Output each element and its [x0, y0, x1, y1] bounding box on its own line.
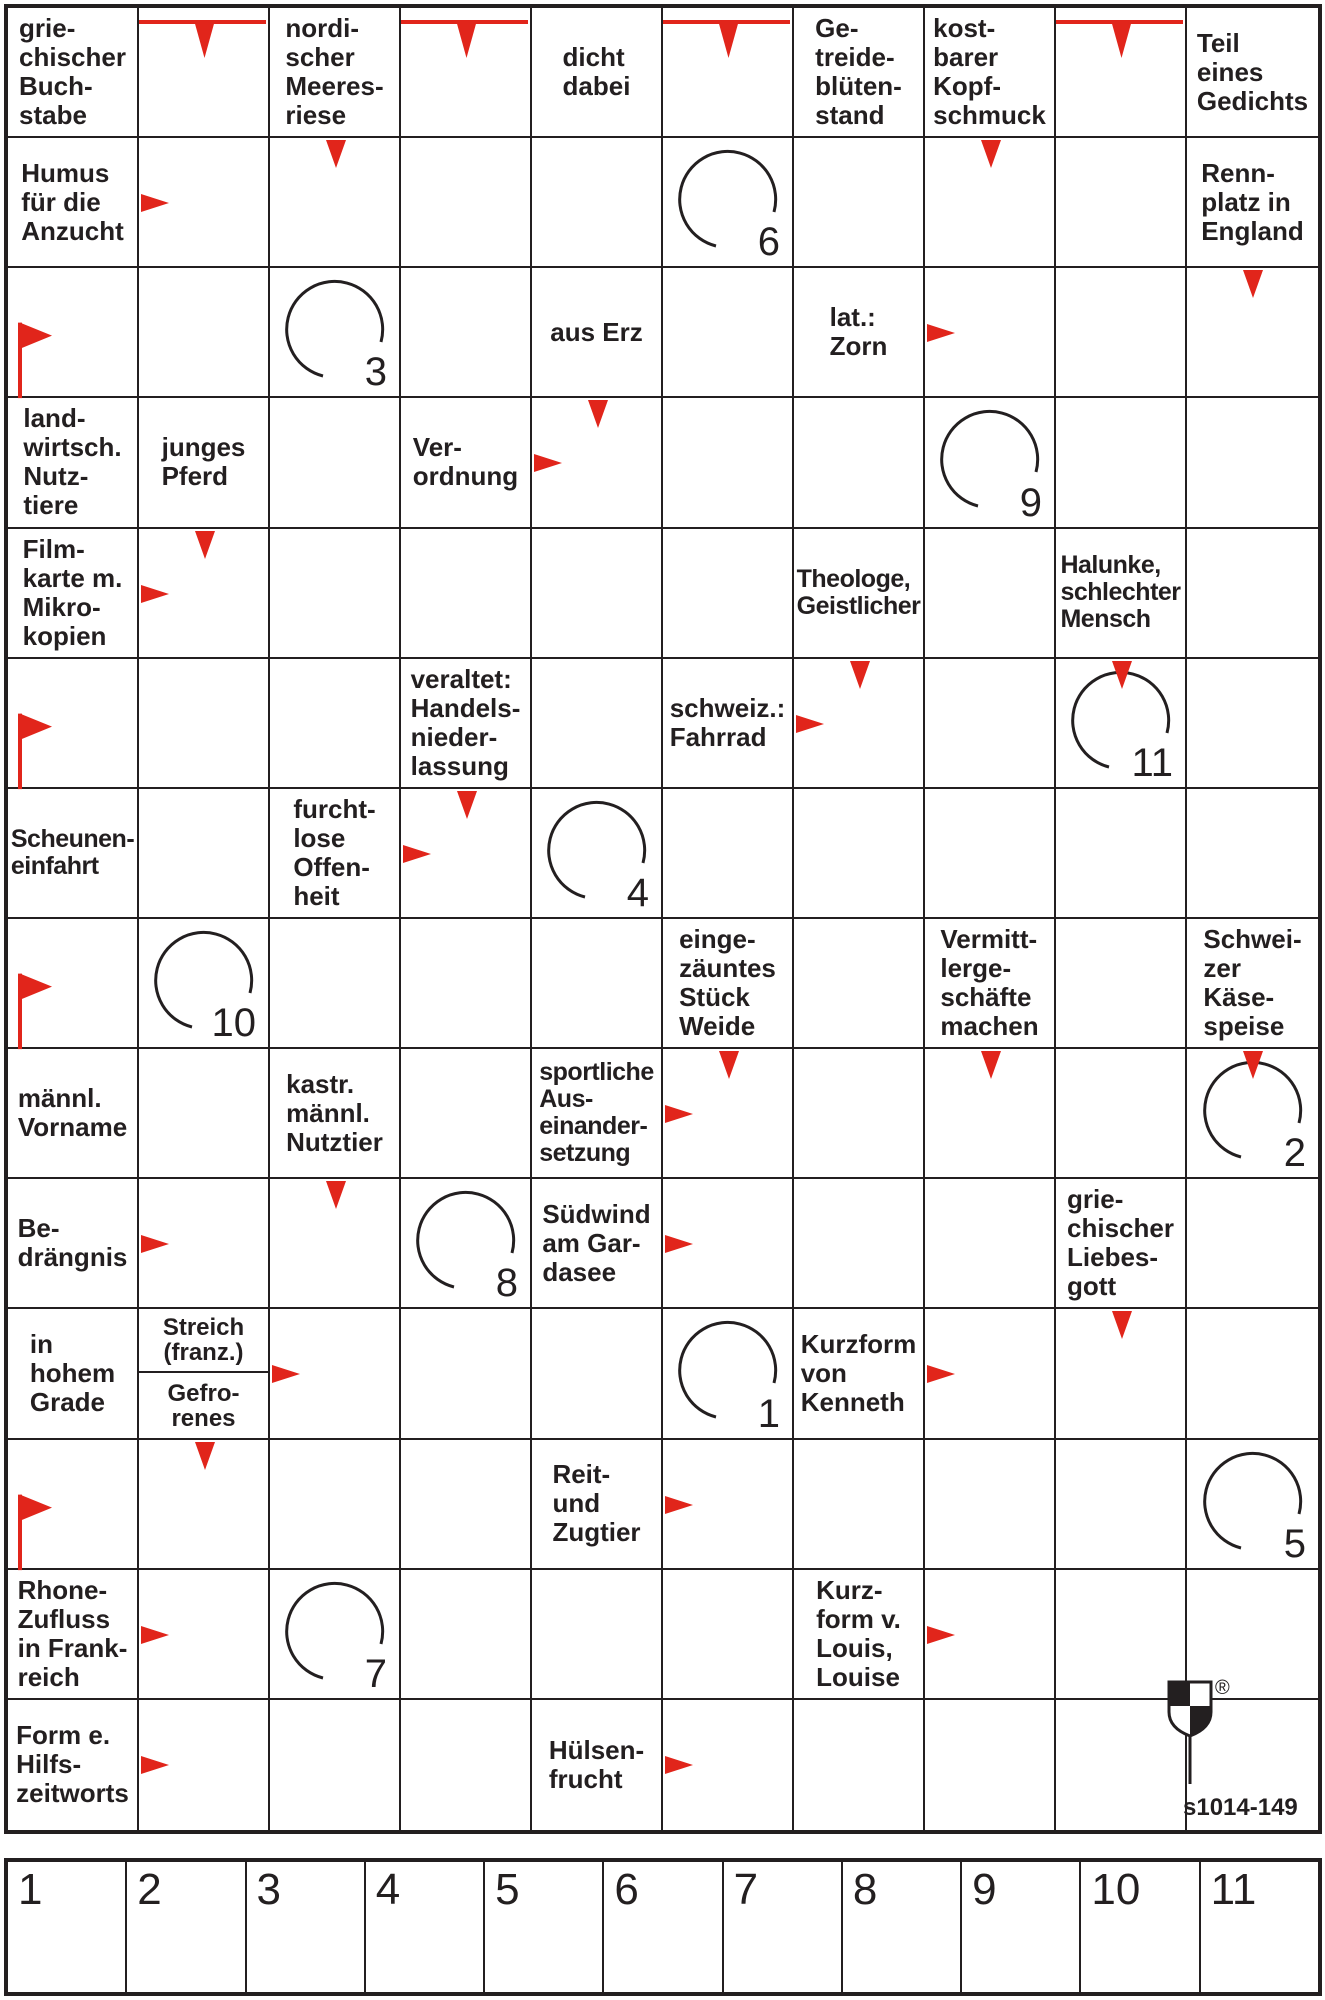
grid-cell[interactable]	[532, 1309, 663, 1439]
arrow-right-icon	[663, 1494, 695, 1516]
grid-cell[interactable]	[1056, 268, 1187, 398]
grid-cell[interactable]	[794, 398, 925, 528]
grid-cell[interactable]	[794, 1440, 925, 1570]
clue-text: Humus für die Anzucht	[21, 157, 124, 246]
clue-text: junges Pferd	[161, 432, 246, 492]
clue-text: Form e. Hilfs- zeitworts	[16, 1720, 129, 1809]
crossword-grid	[4, 4, 1322, 1834]
grid-cell[interactable]	[663, 1179, 794, 1309]
grid-cell[interactable]	[794, 919, 925, 1049]
solution-letter-cell[interactable]	[1187, 1049, 1318, 1179]
solution-letter-cell[interactable]	[270, 1570, 401, 1700]
grid-cell[interactable]	[270, 1179, 401, 1309]
clue-cell	[1056, 1179, 1187, 1309]
solution-letter-cell[interactable]	[270, 268, 401, 398]
clue-cell	[270, 1049, 401, 1179]
clue-cell	[532, 1179, 663, 1309]
clue-text: veraltet: Handels- nieder- lassung	[410, 663, 521, 781]
grid-cell[interactable]	[8, 1440, 139, 1570]
solution-row	[4, 1858, 1322, 1996]
solution-letter-cell[interactable]	[663, 138, 794, 268]
clue-cell	[925, 919, 1056, 1049]
clue-text: Ver- ordnung	[412, 432, 519, 492]
grid-cell[interactable]	[1187, 268, 1318, 398]
solution-cell[interactable]	[843, 1862, 962, 1992]
solution-cell-number: 1	[18, 1865, 43, 1914]
clue-cell	[8, 138, 139, 268]
clue-cell	[925, 8, 1056, 138]
clue-text: Hülsen- frucht	[548, 1734, 645, 1794]
solution-cell[interactable]	[8, 1862, 127, 1992]
arrow-down-icon	[717, 1049, 741, 1081]
arrow-right-icon	[925, 322, 957, 344]
grid-cell[interactable]	[794, 659, 925, 789]
grid-cell[interactable]	[1187, 659, 1318, 789]
solution-index-number: 2	[1283, 1131, 1306, 1176]
clue-cell	[8, 1700, 139, 1830]
grid-cell[interactable]	[925, 1440, 1056, 1570]
solution-index-number: 6	[757, 220, 780, 265]
grid-cell[interactable]	[532, 138, 663, 268]
grid-cell[interactable]	[139, 1700, 270, 1830]
grid-cell[interactable]	[1187, 1309, 1318, 1439]
grid-cell[interactable]	[8, 659, 139, 789]
grid-cell[interactable]	[794, 789, 925, 919]
grid-cell[interactable]	[663, 789, 794, 919]
arrow-right-icon	[139, 1624, 171, 1646]
grid-cell[interactable]	[925, 789, 1056, 919]
arrow-right-icon	[794, 713, 826, 735]
arrow-flag-icon	[14, 268, 58, 398]
arrow-down-icon	[848, 659, 872, 691]
clue-cell	[8, 789, 139, 919]
clue-text: Schwei- zer Käse- speise	[1203, 924, 1302, 1042]
arrow-corner-down-icon	[401, 12, 532, 64]
split-clue-cell	[139, 1309, 270, 1439]
grid-cell[interactable]	[663, 268, 794, 398]
grid-cell[interactable]	[1187, 529, 1318, 659]
grid-cell[interactable]	[1056, 398, 1187, 528]
solution-index-number: 10	[211, 1001, 256, 1046]
grid-cell[interactable]	[139, 1179, 270, 1309]
grid-cell[interactable]	[1056, 1309, 1187, 1439]
clue-text: land- wirtsch. Nutz- tiere	[23, 403, 122, 521]
grid-cell[interactable]	[8, 268, 139, 398]
grid-cell[interactable]	[532, 398, 663, 528]
solution-letter-cell[interactable]	[139, 919, 270, 1049]
grid-cell[interactable]	[1056, 8, 1187, 138]
grid-cell[interactable]	[1187, 1179, 1318, 1309]
solution-cell-number: 2	[137, 1865, 162, 1914]
clue-cell	[794, 268, 925, 398]
arrow-corner-down-icon	[139, 12, 270, 64]
grid-cell[interactable]	[8, 919, 139, 1049]
clue-cell	[1187, 138, 1318, 268]
grid-cell[interactable]	[401, 789, 532, 919]
solution-cell[interactable]	[247, 1862, 366, 1992]
grid-cell[interactable]	[794, 1700, 925, 1830]
grid-cells	[8, 8, 1318, 1830]
arrow-right-icon	[663, 1233, 695, 1255]
clue-text: Rhone- Zufluss in Frank- reich	[17, 1574, 128, 1692]
grid-cell[interactable]	[925, 1179, 1056, 1309]
solution-cell-number: 6	[614, 1865, 639, 1914]
grid-cell[interactable]	[139, 138, 270, 268]
clue-text: aus Erz	[550, 316, 643, 347]
grid-cell[interactable]	[401, 919, 532, 1049]
arrow-flag-icon	[14, 1440, 58, 1570]
grid-cell[interactable]	[139, 659, 270, 789]
clue-cell	[663, 919, 794, 1049]
solution-index-number: 5	[1283, 1521, 1306, 1566]
solution-cell[interactable]	[366, 1862, 485, 1992]
registered-mark: ®	[1215, 1676, 1230, 1699]
grid-cell[interactable]	[925, 529, 1056, 659]
grid-cell[interactable]	[401, 138, 532, 268]
grid-cell[interactable]	[139, 1570, 270, 1700]
grid-cell[interactable]	[532, 919, 663, 1049]
grid-cell[interactable]	[925, 138, 1056, 268]
clue-cell	[8, 529, 139, 659]
arrow-right-icon	[925, 1363, 957, 1385]
solution-cell-number: 8	[852, 1865, 878, 1914]
grid-cell[interactable]	[139, 529, 270, 659]
solution-cell-number: 4	[375, 1865, 401, 1914]
grid-cell[interactable]	[270, 1440, 401, 1570]
grid-cell[interactable]	[401, 8, 532, 138]
solution-cell[interactable]	[962, 1862, 1081, 1992]
grid-cell[interactable]	[270, 1309, 401, 1439]
clue-text: Vermitt- lerge- schäfte machen	[940, 924, 1039, 1042]
solution-index-number: 7	[364, 1651, 387, 1696]
arrow-flag-icon	[14, 659, 58, 789]
grid-cell[interactable]	[270, 398, 401, 528]
clue-text: Renn- platz in England	[1201, 157, 1304, 246]
clue-cell	[401, 659, 532, 789]
grid-cell[interactable]	[925, 1309, 1056, 1439]
solution-cell-number: 9	[972, 1865, 997, 1914]
arrow-right-icon	[925, 1624, 957, 1646]
clue-text: einge- zäuntes Stück Weide	[679, 924, 776, 1042]
clue-cell	[532, 1700, 663, 1830]
grid-cell[interactable]	[401, 1049, 532, 1179]
clue-text: Reit- und Zugtier	[552, 1459, 641, 1548]
clue-text: Streich (franz.)	[162, 1314, 245, 1367]
clue-cell	[8, 1049, 139, 1179]
grid-cell[interactable]	[270, 529, 401, 659]
arrow-flag-icon	[14, 919, 58, 1049]
grid-cell[interactable]	[663, 8, 794, 138]
grid-cell[interactable]	[663, 1440, 794, 1570]
grid-cell[interactable]	[270, 919, 401, 1049]
grid-cell[interactable]	[532, 1570, 663, 1700]
grid-cell[interactable]	[1187, 789, 1318, 919]
grid-cell[interactable]	[401, 529, 532, 659]
solution-cell[interactable]	[127, 1862, 246, 1992]
arrow-down-icon	[1241, 268, 1265, 300]
arrow-corner-down-icon	[663, 12, 794, 64]
solution-letter-cell[interactable]	[925, 398, 1056, 528]
clue-text: Ge- treide- blüten- stand	[815, 13, 902, 131]
solution-index-number: 8	[495, 1261, 518, 1306]
clue-cell	[532, 1049, 663, 1179]
grid-cell[interactable]	[663, 398, 794, 528]
grid-cell[interactable]	[1056, 138, 1187, 268]
clue-cell	[532, 8, 663, 138]
clue-cell	[532, 268, 663, 398]
solution-cell-number: 7	[733, 1865, 759, 1914]
clue-text: kastr. männl. Nutztier	[286, 1068, 383, 1157]
solution-letter-cell[interactable]	[532, 789, 663, 919]
clue-cell	[8, 1179, 139, 1309]
arrow-down-icon	[586, 398, 610, 430]
clue-cell	[794, 1309, 925, 1439]
grid-cell[interactable]	[794, 138, 925, 268]
arrow-down-icon	[1110, 1309, 1134, 1341]
clue-text: männl. Vorname	[17, 1083, 128, 1143]
arrow-right-icon	[270, 1363, 302, 1385]
grid-cell[interactable]	[401, 268, 532, 398]
clue-cell	[794, 8, 925, 138]
solution-index-number: 3	[364, 350, 387, 395]
grid-cell[interactable]	[1056, 1440, 1187, 1570]
clue-text: nordi- scher Meeres- riese	[285, 13, 384, 131]
clue-cell	[794, 1570, 925, 1700]
clue-cell	[139, 398, 270, 528]
grid-cell[interactable]	[139, 268, 270, 398]
arrow-right-icon	[401, 843, 433, 865]
grid-cell[interactable]	[925, 659, 1056, 789]
clue-cell	[663, 659, 794, 789]
grid-cell[interactable]	[139, 789, 270, 919]
grid-cell[interactable]	[1187, 398, 1318, 528]
clue-cell	[401, 398, 532, 528]
grid-cell[interactable]	[270, 1700, 401, 1830]
solution-cell[interactable]	[1201, 1862, 1318, 1992]
shield-quarter-top-left	[1169, 1682, 1190, 1706]
clue-text: Teil eines Gedichts	[1196, 27, 1309, 116]
grid-cell[interactable]	[794, 1049, 925, 1179]
solution-cell[interactable]	[1081, 1862, 1200, 1992]
clue-text: grie- chischer Liebes- gott	[1067, 1184, 1174, 1302]
solution-index-number: 9	[1019, 480, 1042, 525]
arrow-down-icon	[193, 1440, 217, 1472]
arrow-right-icon	[139, 1233, 171, 1255]
grid-cell[interactable]	[663, 1700, 794, 1830]
clue-text: grie- chischer Buch- stabe	[19, 13, 126, 131]
solution-cell-number: 5	[495, 1865, 520, 1914]
grid-cell[interactable]	[663, 529, 794, 659]
clue-cell	[8, 1309, 139, 1439]
grid-cell[interactable]	[401, 1700, 532, 1830]
grid-cell[interactable]	[532, 529, 663, 659]
clue-cell	[8, 8, 139, 138]
arrow-down-icon	[455, 789, 479, 821]
clue-text: sportliche Aus- einander- setzung	[539, 1058, 654, 1168]
arrow-right-icon	[139, 1754, 171, 1776]
grid-cell[interactable]	[139, 8, 270, 138]
clue-text: Gefro- renes	[167, 1379, 240, 1432]
grid-cell[interactable]	[139, 1440, 270, 1570]
clue-cell	[8, 1570, 139, 1700]
clue-cell	[270, 8, 401, 138]
publisher-logo	[1165, 1678, 1235, 1788]
clue-cell	[532, 1440, 663, 1570]
clue-text: Theologe, Geistlicher	[796, 564, 921, 620]
solution-cell-number: 10	[1091, 1865, 1141, 1914]
grid-cell[interactable]	[925, 268, 1056, 398]
solution-cell-number: 11	[1210, 1865, 1257, 1914]
arrow-down-icon	[324, 138, 348, 170]
split-clue-top	[139, 1309, 268, 1373]
solution-cell[interactable]	[604, 1862, 723, 1992]
clue-text: Halunke, schlechter Mensch	[1060, 551, 1181, 634]
grid-cell[interactable]	[139, 1049, 270, 1179]
grid-cell[interactable]	[270, 138, 401, 268]
clue-cell	[270, 789, 401, 919]
arrow-right-icon	[532, 452, 564, 474]
grid-cell[interactable]	[270, 659, 401, 789]
grid-cell[interactable]	[532, 659, 663, 789]
solution-cell[interactable]	[485, 1862, 604, 1992]
arrow-right-icon	[663, 1103, 695, 1125]
grid-cell[interactable]	[1056, 1049, 1187, 1179]
arrow-right-icon	[139, 583, 171, 605]
clue-text: kost- barer Kopf- schmuck	[933, 13, 1046, 131]
solution-letter-cell[interactable]	[1056, 659, 1187, 789]
solution-index-number: 1	[757, 1391, 780, 1436]
arrow-right-icon	[139, 192, 171, 214]
clue-text: in hohem Grade	[29, 1328, 116, 1417]
solution-cell[interactable]	[724, 1862, 843, 1992]
arrow-right-icon	[663, 1754, 695, 1776]
solution-letter-cell[interactable]	[401, 1179, 532, 1309]
grid-cell[interactable]	[925, 1700, 1056, 1830]
clue-text: Film- karte m. Mikro- kopien	[22, 533, 123, 651]
grid-cell[interactable]	[1056, 789, 1187, 919]
solution-index-number: 11	[1131, 740, 1173, 785]
clue-text: schweiz.: Fahrrad	[669, 692, 786, 752]
clue-cell	[1056, 529, 1187, 659]
grid-cell[interactable]	[663, 1049, 794, 1179]
solution-cell-number: 3	[256, 1865, 282, 1914]
grid-cell[interactable]	[401, 1570, 532, 1700]
grid-cell[interactable]	[925, 1570, 1056, 1700]
grid-cell[interactable]	[401, 1309, 532, 1439]
arrow-down-icon	[324, 1179, 348, 1211]
grid-cell[interactable]	[663, 1570, 794, 1700]
clue-text: Be- drängnis	[17, 1213, 128, 1273]
solution-letter-cell[interactable]	[663, 1309, 794, 1439]
clue-cell	[1187, 8, 1318, 138]
clue-text: furcht- lose Offen- heit	[293, 793, 376, 911]
grid-cell[interactable]	[401, 1440, 532, 1570]
arrow-down-icon	[979, 138, 1003, 170]
clue-cell	[1187, 919, 1318, 1049]
clue-text: Kurz- form v. Louis, Louise	[816, 1574, 901, 1692]
clue-text: Scheunen- einfahrt	[10, 824, 135, 880]
split-clue-bottom	[139, 1373, 268, 1437]
clue-text: Kurzform von Kenneth	[800, 1328, 917, 1417]
clue-text: Südwind am Gar- dasee	[542, 1198, 651, 1287]
clue-cell	[794, 529, 925, 659]
clue-text: lat.: Zorn	[829, 302, 888, 362]
puzzle-code: s1014-149	[1183, 1793, 1298, 1821]
grid-cell[interactable]	[1056, 919, 1187, 1049]
clue-cell	[8, 398, 139, 528]
grid-cell[interactable]	[925, 1049, 1056, 1179]
arrow-corner-down-icon	[1056, 12, 1187, 64]
solution-letter-cell[interactable]	[1187, 1440, 1318, 1570]
solution-index-number: 4	[626, 870, 649, 915]
clue-text: dicht dabei	[562, 42, 631, 102]
grid-cell[interactable]	[794, 1179, 925, 1309]
arrow-down-icon	[193, 529, 217, 561]
arrow-down-icon	[979, 1049, 1003, 1081]
